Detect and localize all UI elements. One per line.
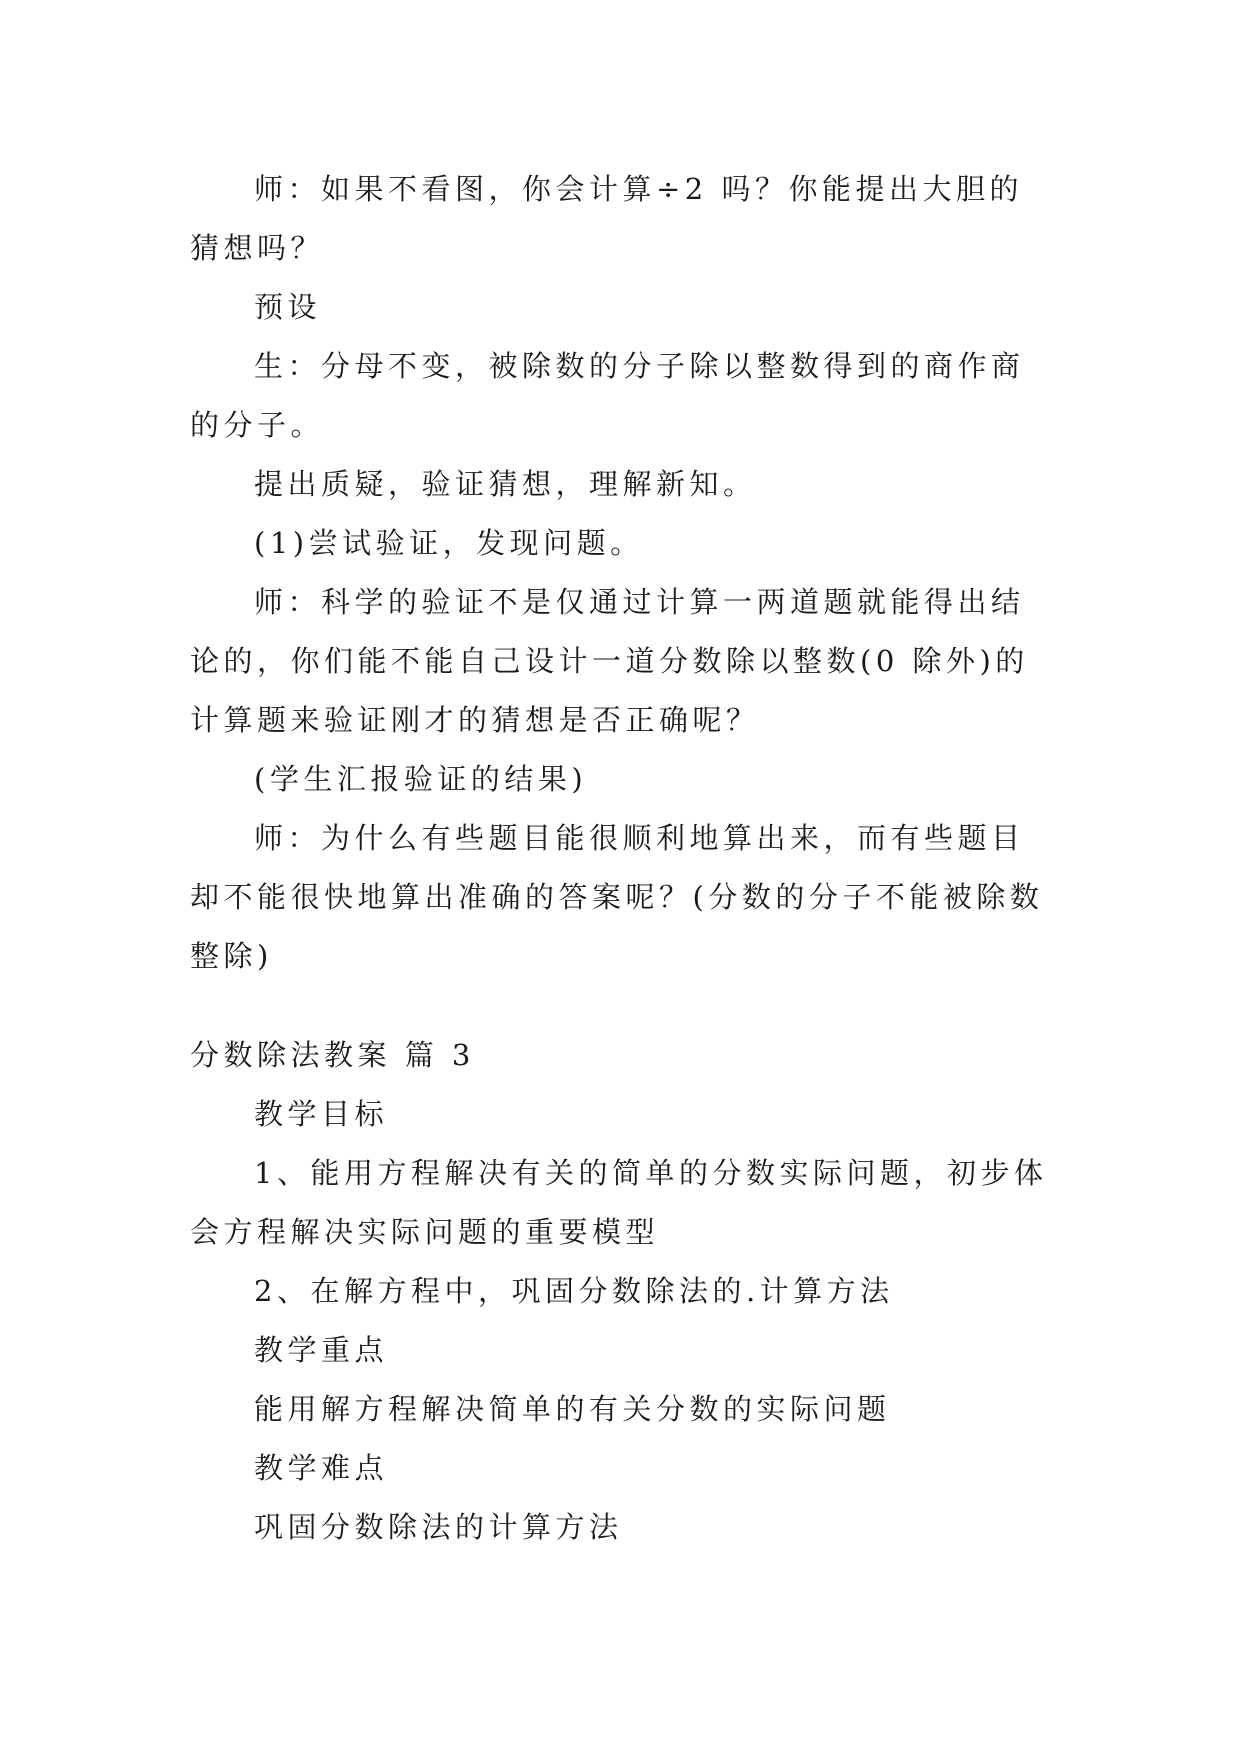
paragraph: 预设 — [254, 290, 322, 324]
section-gap — [190, 986, 1055, 1026]
paragraph: 教学难点 — [254, 1451, 389, 1485]
paragraph: 能用解方程解决简单的有关分数的实际问题 — [254, 1392, 891, 1426]
paragraph: 巩固分数除法的计算方法 — [254, 1510, 623, 1544]
paragraph: (1)尝试验证，发现问题。 — [254, 526, 644, 560]
paragraph: 2、在解方程中，巩固分数除法的.计算方法 — [254, 1274, 894, 1308]
paragraph: 师：为什么有些题目能很顺利地算出来，而有些题目却不能很快地算出准确的答案呢？(分数的分子不能被除数整除) — [190, 821, 1044, 973]
paragraph: 提出质疑，验证猜想，理解新知。 — [254, 467, 757, 501]
paragraph: 教学重点 — [254, 1333, 389, 1367]
paragraph: 师：如果不看图，你会计算÷2 吗？你能提出大胆的猜想吗？ — [190, 172, 1023, 265]
paragraph: 教学目标 — [254, 1097, 389, 1131]
paragraph: (学生汇报验证的结果) — [254, 762, 588, 796]
section-heading: 分数除法教案 篇 3 — [190, 1038, 475, 1072]
paragraph: 1、能用方程解决有关的简单的分数实际问题，初步体会方程解决实际问题的重要模型 — [190, 1156, 1048, 1249]
text-column — [190, 160, 1055, 1557]
paragraph: 生：分母不变，被除数的分子除以整数得到的商作商的分子。 — [190, 349, 1025, 442]
paragraph: 师：科学的验证不是仅通过计算一两道题就能得出结论的，你们能不能自己设计一道分数除以整数(0 除外)的计算题来验证刚才的猜想是否正确呢？ — [190, 585, 1029, 737]
